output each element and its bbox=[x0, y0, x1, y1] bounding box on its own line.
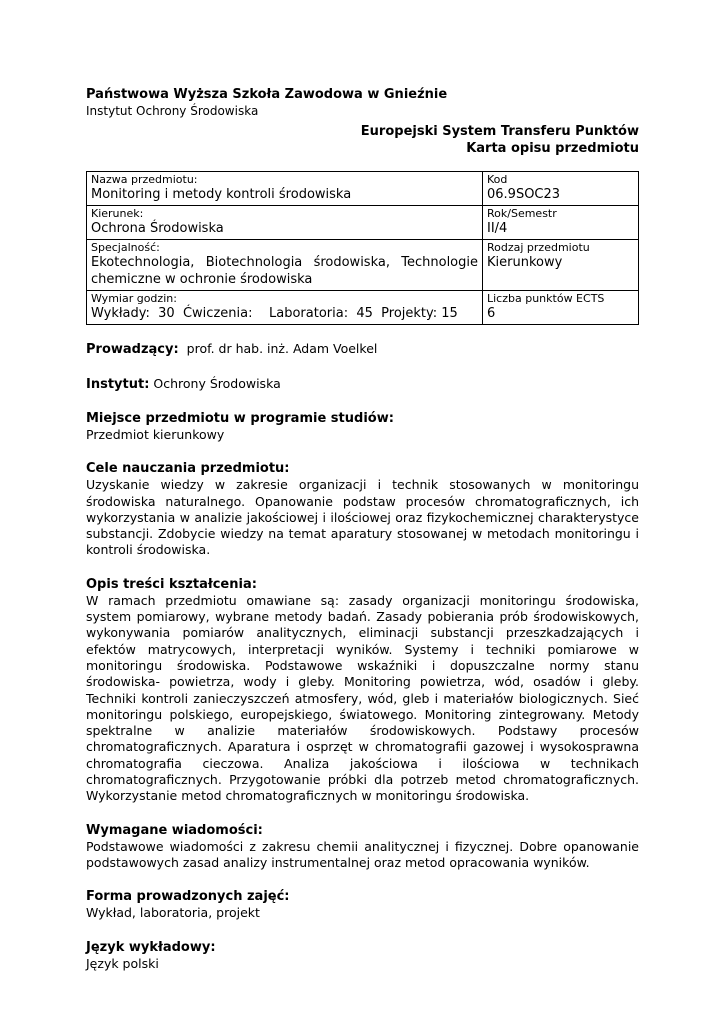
document-page bbox=[86, 86, 639, 972]
place-title: Miejsce przedmiotu w programie studiów: bbox=[86, 411, 394, 426]
field-value: Ochrona Środowiska bbox=[91, 221, 224, 236]
card-title: Karta opisu przedmiotu bbox=[466, 141, 639, 156]
type-cell bbox=[483, 240, 639, 291]
ects-cell bbox=[483, 291, 639, 325]
form-body: Wykład, laboratoria, projekt bbox=[86, 905, 260, 921]
subject-info-table bbox=[86, 171, 639, 325]
specialty-label: Specjalność: bbox=[91, 241, 160, 254]
language-title: Język wykładowy: bbox=[86, 939, 216, 955]
ects-label: Liczba punktów ECTS bbox=[487, 292, 605, 305]
year-cell bbox=[483, 206, 639, 240]
year-label: Rok/Semestr bbox=[487, 207, 557, 220]
hours-values bbox=[91, 305, 478, 322]
place-body: Przedmiot kierunkowy bbox=[86, 427, 225, 442]
field-cell bbox=[87, 206, 483, 240]
hours-labs: Laboratoria: 45 bbox=[269, 306, 373, 321]
content-body: W ramach przedmiotu omawiane są: zasady organizacji monitoringu środowiska, system pomiarowy, wybrane metody badań. Zasady pobierania prób środowiskowych, wykonywania pomiarów analitycznych, eliminacji substancji przeszkadzających i efektów matrycowych, interpretacji wyników. Systemy i techniki pomiarowe w monitoringu środowiska. Podstawowe wskaźniki i dopuszczalne normy stanu środowiska- powietrza, wody i gleby. Monitoring powietrza, wód, osadów i gleby. Techniki kontroli zanieczyszczeń atmosfery, wód, gleb i materiałów biologicznych. Sieć monitoringu polskiego, europejskiego, światowego. Monitoring zintegrowany. Metody spektralne w analizie materiałów środowiskowych. Podstawy procesów chromatograficznych. Aparatura i osprzęt w chromatografii gazowej i wysokosprawna chromatografia cieczowa. Analiza jakościowa i ilościowa w technikach chromatograficznych. Przygotowanie próbki dla potrzeb metod chromatograficznych. Wykorzystanie metod chromatograficznych w monitoringu środowiska. bbox=[86, 592, 639, 804]
specialty-cell bbox=[87, 240, 483, 291]
subject-cell bbox=[87, 172, 483, 206]
school-name: Państwowa Wyższa Szkoła Zawodowa w Gnieźnie bbox=[86, 87, 448, 102]
goals-section bbox=[86, 460, 639, 558]
requirements-section bbox=[86, 822, 639, 872]
hours-lectures: Wykłady: 30 bbox=[91, 306, 175, 321]
content-section bbox=[86, 576, 639, 805]
lecturer-label: Prowadzący: bbox=[86, 342, 179, 357]
system-title: Europejski System Transferu Punktów bbox=[360, 124, 639, 139]
hours-exercises: Ćwiczenia: bbox=[182, 306, 253, 321]
institute-value: Ochrony Środowiska bbox=[153, 376, 281, 391]
goals-title: Cele nauczania przedmiotu: bbox=[86, 461, 290, 477]
ects-value: 6 bbox=[487, 306, 496, 321]
code-value: 06.9SOC23 bbox=[487, 187, 561, 202]
hours-label: Wymiar godzin: bbox=[91, 292, 177, 305]
institute-label: Instytut: bbox=[86, 377, 150, 392]
type-value: Kierunkowy bbox=[487, 255, 563, 270]
table-row bbox=[87, 291, 639, 325]
requirements-title: Wymagane wiadomości: bbox=[86, 822, 263, 838]
code-cell bbox=[483, 172, 639, 206]
hours-cell bbox=[87, 291, 483, 325]
subject-value: Monitoring i metody kontroli środowiska bbox=[91, 187, 352, 202]
lecturer-row bbox=[86, 340, 639, 358]
form-title: Forma prowadzonych zajęć: bbox=[86, 889, 290, 905]
type-label: Rodzaj przedmiotu bbox=[487, 241, 590, 254]
year-value: II/4 bbox=[487, 221, 508, 236]
subject-label: Nazwa przedmiotu: bbox=[91, 173, 198, 186]
content-title: Opis treści kształcenia: bbox=[86, 576, 257, 592]
lecturer-value: prof. dr hab. inż. Adam Voelkel bbox=[186, 341, 378, 356]
requirements-body: Podstawowe wiadomości z zakresu chemii analitycznej i fizycznej. Dobre opanowanie podstawowych zasad analizy instrumentalnej oraz metod opracowania wyników. bbox=[86, 838, 639, 870]
goals-body: Uzyskanie wiedzy w zakresie organizacji i technik stosowanych w monitoringu środowiska naturalnego. Opanowanie podstaw procesów chromatograficznych, ich wykorzystania w analizie jakościowej i ilościowej oraz fizykochemicznej charakterystyce substancji. Zdobycie wiedzy na temat aparatury stosowanej w metodach monitoringu i kontroli środowiska. bbox=[86, 477, 639, 558]
language-body: Język polski bbox=[86, 955, 159, 971]
form-section bbox=[86, 888, 639, 921]
table-row bbox=[87, 206, 639, 240]
hours-projects: Projekty: 15 bbox=[381, 306, 458, 321]
field-label: Kierunek: bbox=[91, 207, 144, 220]
code-label: Kod bbox=[487, 173, 508, 186]
table-row bbox=[87, 240, 639, 291]
institute-row bbox=[86, 375, 639, 393]
specialty-value-line1: Ekotechnologia, Biotechnologia środowiska, Technologie bbox=[91, 255, 478, 270]
specialty-value-line2: chemiczne w ochronie środowiska bbox=[91, 272, 313, 287]
institute-name: Instytut Ochrony Środowiska bbox=[86, 104, 259, 118]
place-section bbox=[86, 410, 639, 443]
language-section bbox=[86, 939, 639, 972]
table-row bbox=[87, 172, 639, 206]
